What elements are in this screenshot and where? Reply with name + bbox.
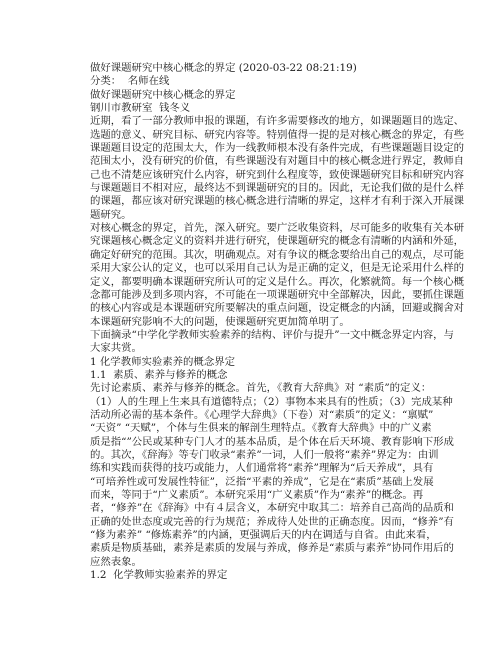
text-line: 念都可能涉及到多项内容，不可能在一项课题研究中全部解决，因此，要抓住课题 [90, 288, 465, 301]
text-line: 究课题核心概念定义的资料并进行研究，使课题研究的概念有清晰的内涵和外延， [90, 235, 465, 248]
text-line: 对核心概念的界定，首先，深入研究。要广泛收集资料，尽可能多的收集有关本研 [90, 222, 465, 235]
paragraph-intro [90, 115, 482, 222]
category-line: 分类： 名师在线 [90, 75, 170, 88]
section-heading-1-1: 1.1 素质、素养与修养的概念 [90, 368, 228, 381]
paragraph-method [90, 222, 482, 329]
section-heading-1: 1 化学教师实验素养的概念界定 [90, 355, 235, 368]
text-line: 采用大家公认的定义，也可以采用自己认为是正确的定义，但是无论采用什么样的 [90, 262, 465, 275]
text-line: （1）人的生理上生来具有道德特点；（2）事物本来具有的性质；（3）完成某种 [90, 395, 453, 408]
text-line: “天资” “天赋”，个体与生俱来的解剖生理特点。《教育大辞典》中的广义素 [90, 422, 432, 435]
text-line: 大家共赏。 [90, 342, 142, 355]
text-line: 素质是物质基础，素养是素质的发展与养成，修养是“素质与素养”协同作用后的 [90, 542, 454, 555]
text-line: 的核心内容或是本课题研究所要解决的重点问题，设定概念的内涵，回避或搁舍对 [90, 302, 465, 315]
document-body [90, 62, 482, 582]
text-line: 质是指“”公民或某种专门人才的基本品质，是个体在后天环境、教育影响下形成 [90, 435, 454, 448]
text-line: 选题的意义、研究目标、研究内容等。特别值得一提的是对核心概念的界定，有些 [90, 128, 465, 141]
text-line: 范围太小，没有研究的价值，有些课题没有对题目中的核心概念进行界定，教师自 [90, 155, 465, 168]
text-line: 与课题题目不相对应，最终达不到课题研究的目的。因此，无论我们做的是什么样 [90, 182, 465, 195]
text-line: “修为素养” “修炼素养”的内涵，更强调后天的内在调适与自省。由此来看， [90, 529, 437, 542]
section-heading-1-2: 1.2 化学教师实验素养的界定 [90, 569, 228, 582]
text-line: 己也不清楚应该研究什么内容，研究到什么程度等，致使课题研究目标和研究内容 [90, 168, 465, 181]
text-line: 的。其次，《辞海》等专门收录“素养”一词，人们一般将“素养”界定为：由训 [90, 448, 439, 461]
text-line: 题研究。 [90, 208, 132, 221]
text-line: “可培养性或可发展性特征”，泛指“平素的养成”，它是在“素质”基础上发展 [90, 475, 434, 488]
paragraph-concepts [90, 382, 482, 569]
text-line: 而来，等同于“广义素质”。本研究采用“广义素质”作为“素养”的概念。再 [90, 489, 424, 501]
text-line: 的课题，都应该对研究课题的核心概念进行清晰的界定，这样才有利于深入开展课 [90, 195, 465, 208]
text-line: 正确的处世态度或完善的行为规范；养成待人处世的正确态度。因而，“修养”有 [90, 515, 454, 528]
blog-title-line: 做好课题研究中核心概念的界定 (2020-03-22 08:21:19) [90, 62, 357, 74]
paragraph-excerpt-intro [90, 329, 482, 356]
text-line: 本课题研究影响不大的问题，使课题研究更加简单明了。 [90, 315, 350, 328]
text-line: 确定好研究的范围。其次，明确观点。对有争议的概念要给出自己的观点，尽可能 [90, 248, 465, 261]
text-line: 练和实践而获得的技巧或能力，人们通常将“素养”理解为“后天养成”，具有 [90, 462, 434, 475]
text-line: 应然表象。 [90, 555, 142, 568]
article-title: 做好课题研究中核心概念的界定 [90, 88, 236, 101]
author-line: 钢川市教研室 钱冬义 [90, 102, 191, 115]
text-line: 活动所必需的基本条件。《心理学大辞典》（下卷）对“素质”的定义：“禀赋” [90, 408, 434, 421]
text-line: 近期，看了一部分教师申报的课题，有许多需要修改的地方，如课题题目的选定、 [90, 115, 465, 128]
text-line: 下面摘录“中学化学教师实验素养的结构、评价与提升”一文中概念界定内容，与 [90, 328, 454, 341]
text-line: 者，“修养”在《辞海》中有４层含义，本研究中取其二：培养自己高尚的品质和 [90, 502, 454, 515]
text-line: 定义，都要明确本课题研究所认可的定义是什么。再次，化繁就简。每一个核心概 [90, 275, 465, 288]
text-line: 课题题目设定的范围太大，作为一线教师根本没有条件完成，有些课题题目设定的 [90, 142, 465, 155]
text-line: 先讨论素质、素养与修养的概念。首先，《教育大辞典》对 “素质”的定义： [90, 382, 432, 395]
